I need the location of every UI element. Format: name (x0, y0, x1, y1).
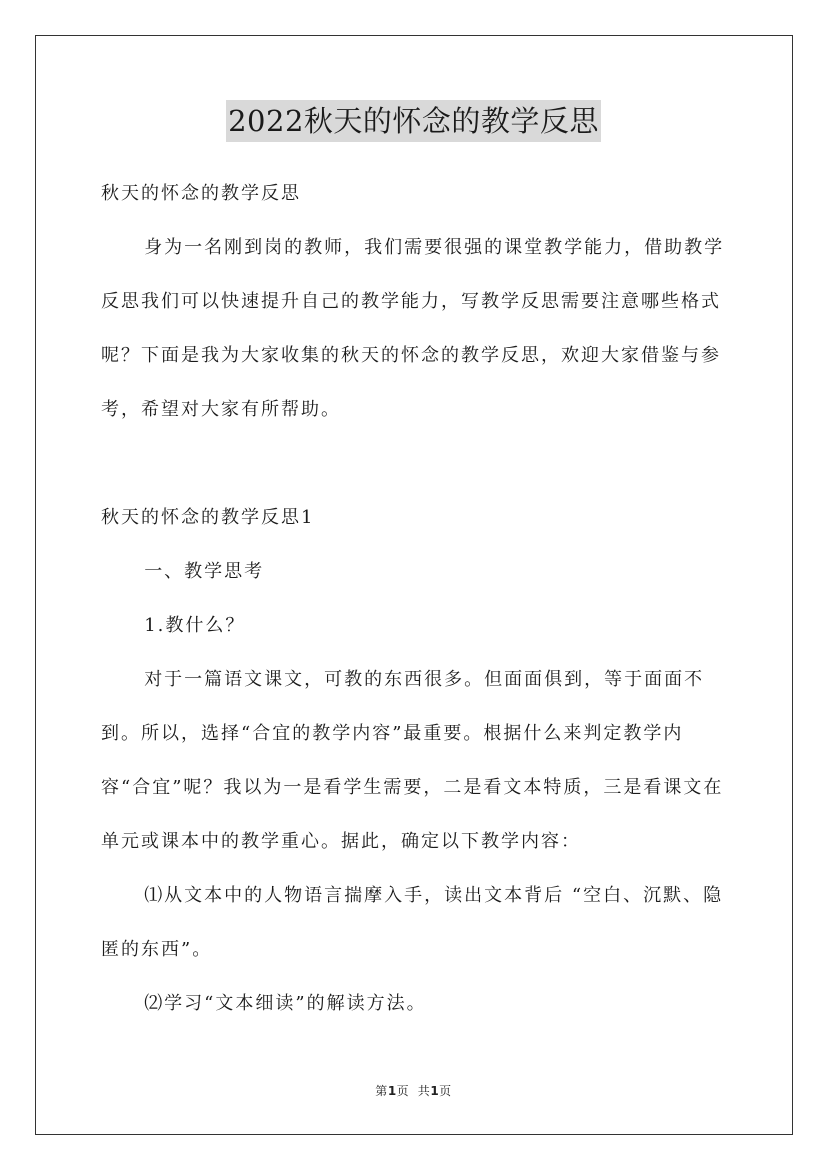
question-heading: 1.教什么？ (144, 615, 246, 636)
list-item-2: ⑵学习“文本细读”的解读方法。 (144, 993, 427, 1014)
section-heading: 秋天的怀念的教学反思1 (101, 507, 315, 528)
page-total: 1 (430, 1084, 440, 1098)
list-item-1: ⑴从文本中的人物语言揣摩入手，读出文本背后 “空白、沉默、隐匿的东西”。 (101, 885, 724, 960)
title-container (0, 100, 827, 142)
page-footer (0, 1082, 827, 1099)
intro-paragraph: 身为一名刚到岗的教师，我们需要很强的课堂教学能力，借助教学反思我们可以快速提升自己的教学能力，写教学反思需要注意哪些格式呢？下面是我为大家收集的秋天的怀念的教学反思，欢迎大家借鉴与参考，希望对大家有所帮助。 (101, 237, 725, 420)
page-prefix: 第 (375, 1084, 388, 1098)
page-mid: 页 共 (396, 1084, 431, 1098)
document-title: 2022秋天的怀念的教学反思 (226, 100, 601, 142)
document-subtitle: 秋天的怀念的教学反思 (101, 183, 301, 204)
sub-heading: 一、教学思考 (144, 561, 265, 582)
page-suffix: 页 (439, 1084, 452, 1098)
page-current: 1 (387, 1084, 397, 1098)
body-paragraph: 对于一篇语文课文，可教的东西很多。但面面俱到，等于面面不到。所以，选择“合宜的教学内容”最重要。根据什么来判定教学内容“合宜”呢？我以为一是看学生需要，二是看文本特质，三是看课文在单元或课本中的教学重心。据此，确定以下教学内容： (101, 669, 724, 852)
